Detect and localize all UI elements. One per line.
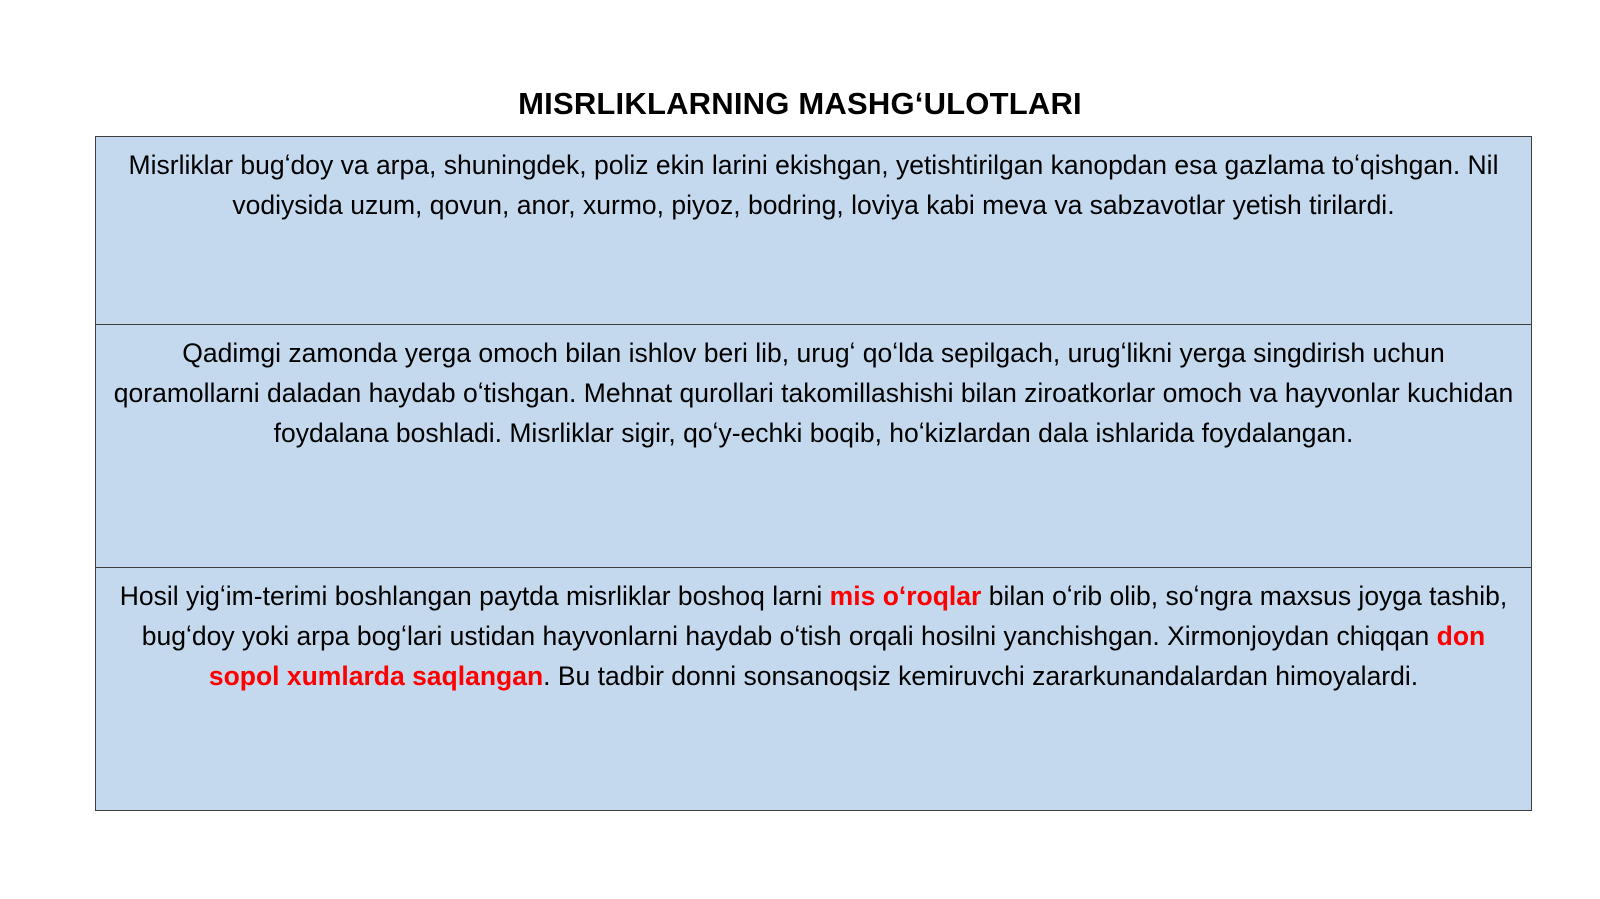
highlight-copper-sickles: mis oʻroqlar — [829, 581, 982, 611]
harvest-text-part2: bilan oʻrib olib, soʻngra maxsus joyga tashib, bugʻdoy yoki arpa bogʻlari ustidan hayvonlarni haydab oʻtish orqali hosilni yanchishgan. Xirmonjoydan chiqqan — [141, 581, 1508, 651]
table-cell-harvest — [96, 568, 1532, 811]
table-cell-farming: Qadimgi zamonda yerga omoch bilan ishlov beri lib, urugʻ qoʻlda sepilgach, urugʻlikni yerga singdirish uchun qoramollarni daladan haydab oʻtishgan. Mehnat qurollari takomillashishi bilan ziroatkorlar omoch va hayvonlar kuchidan foydalana boshladi. Misrliklar sigir, qoʻy-echki boqib, hoʻkizlardan dala ishlarida foydalangan. — [96, 325, 1532, 568]
slide-title: MISRLIKLARNING MASHGʻULOTLARI — [518, 86, 1082, 121]
table-row — [96, 137, 1532, 325]
harvest-text-part1: Hosil yigʻim-terimi boshlangan paytda misrliklar boshoq larni — [119, 581, 830, 611]
content-table — [95, 136, 1532, 811]
table-cell-crops: Misrliklar bugʻdoy va arpa, shuningdek, poliz ekin larini ekishgan, yetishtirilgan kanopdan esa gazlama toʻqishgan. Nil vodiysida uzum, qovun, anor, xurmo, piyoz, bodring, loviya kabi meva va sabzavotlar yetish tirilardi. — [96, 137, 1532, 325]
harvest-text-part3: . Bu tadbir donni sonsanoqsiz kemiruvchi zararkunandalardan himoyalardi. — [543, 661, 1419, 691]
table-row — [96, 325, 1532, 568]
highlight-grain-storage: don sopol xumlarda saqlangan — [208, 621, 1486, 691]
table-row — [96, 568, 1532, 811]
